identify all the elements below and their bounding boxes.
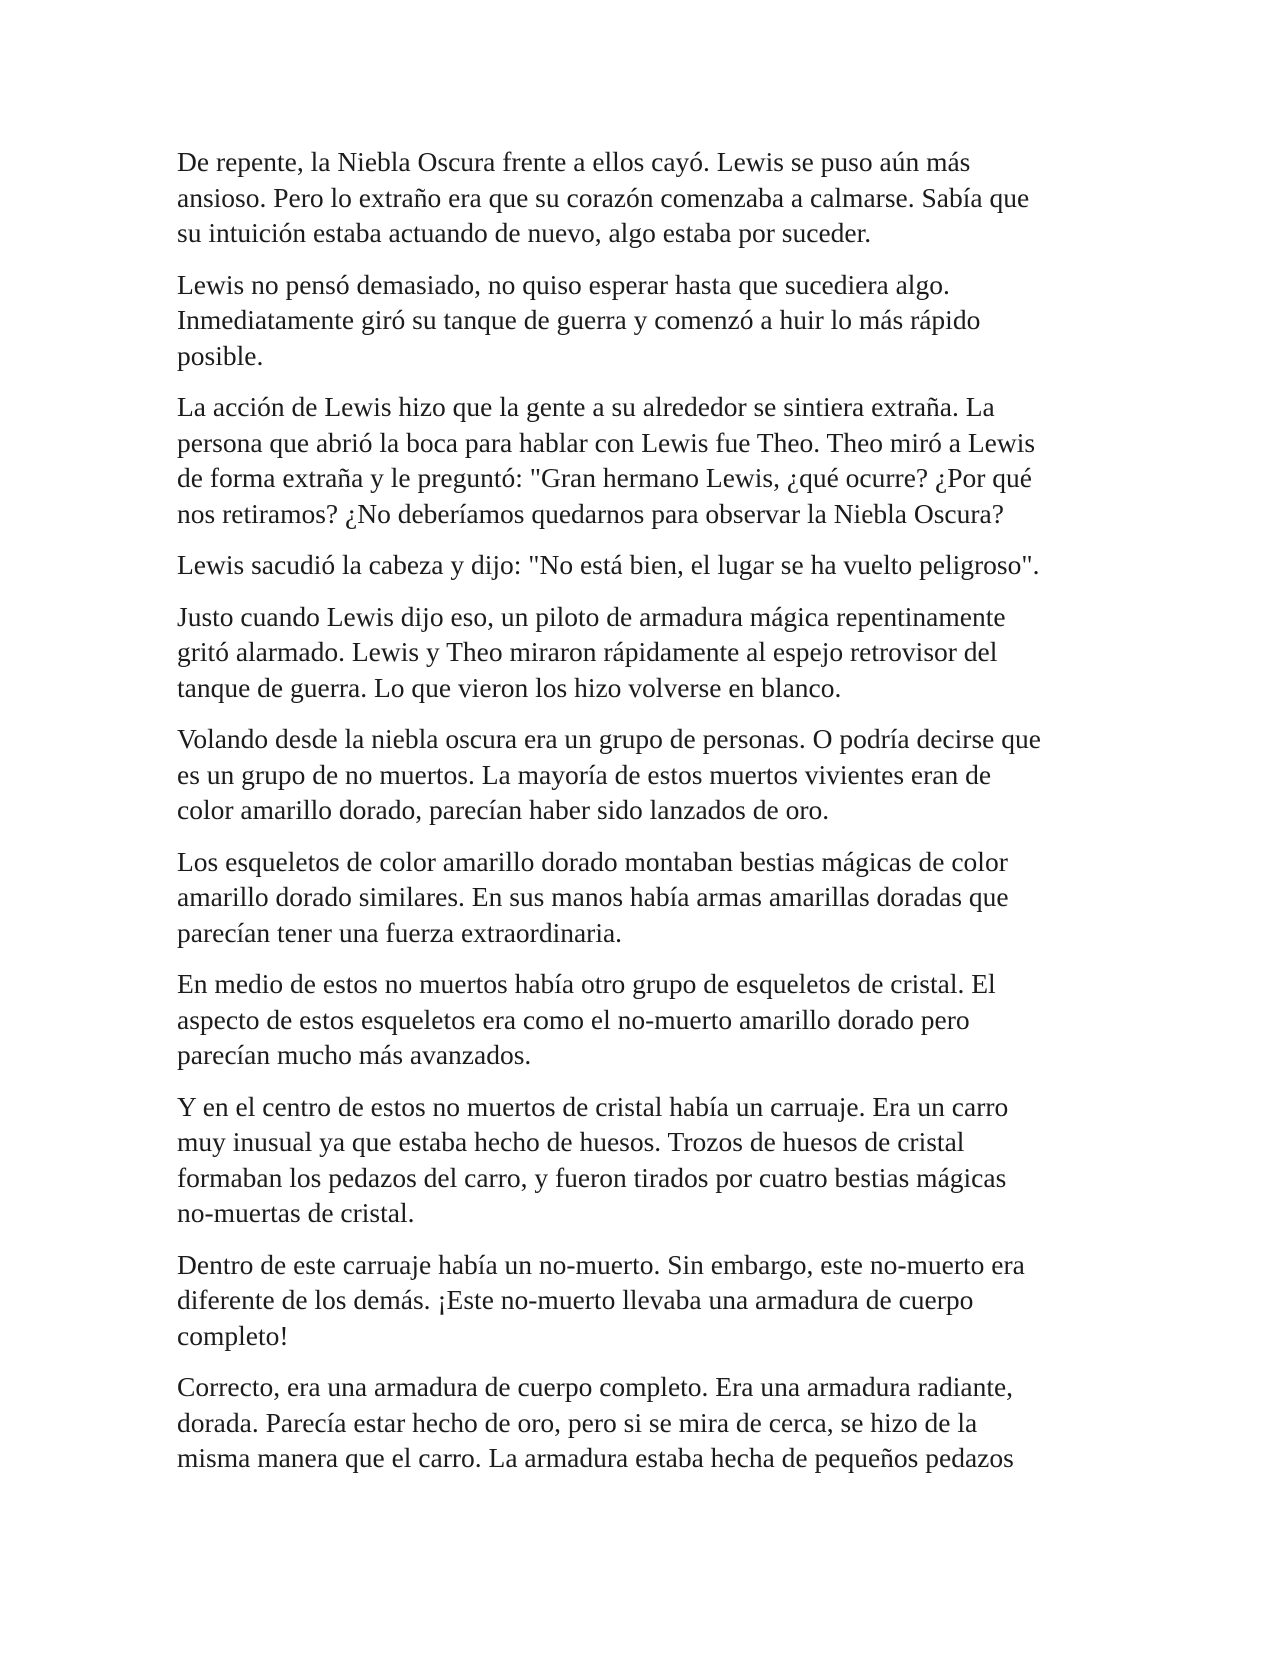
paragraph: Lewis no pensó demasiado, no quiso esperar hasta que sucediera algo. Inmediatamente giró su tanque de guerra y comenzó a huir lo más rápido posible. <box>177 268 981 371</box>
paragraph: La acción de Lewis hizo que la gente a su alrededor se sintiera extraña. La persona que abrió la boca para hablar con Lewis fue Theo. Theo miró a Lewis de forma extraña y le preguntó: "Gran hermano Lewis, ¿qué ocurre? ¿Por qué nos retiramos? ¿No deberíamos quedarnos para observar la Niebla Oscura? <box>177 391 1036 529</box>
paragraph: Lewis sacudió la cabeza y dijo: "No está bien, el lugar se ha vuelto peligroso". <box>177 549 1040 580</box>
paragraph: Dentro de este carruaje había un no-muerto. Sin embargo, este no-muerto era diferente de los demás. ¡Este no-muerto llevaba una armadura de cuerpo completo! <box>177 1248 1025 1351</box>
document-body <box>177 144 1107 1492</box>
paragraph: En medio de estos no muertos había otro grupo de esqueletos de cristal. El aspecto de estos esqueletos era como el no-muerto amarillo dorado pero parecían mucho más avanzados. <box>177 968 996 1070</box>
paragraph: Volando desde la niebla oscura era un grupo de personas. O podría decirse que es un grupo de no muertos. La mayoría de estos muertos vivientes eran de color amarillo dorado, parecían haber sido lanzados de oro. <box>177 723 1041 825</box>
paragraph: Justo cuando Lewis dijo eso, un piloto de armadura mágica repentinamente gritó alarmado. Lewis y Theo miraron rápidamente al espejo retrovisor del tanque de guerra. Lo que vieron los hizo volverse en blanco. <box>177 600 1006 703</box>
paragraph: Correcto, era una armadura de cuerpo completo. Era una armadura radiante, dorada. Parecía estar hecho de oro, pero si se mira de cerca, se hizo de la misma manera que el carro. La armadura estaba hecha de pequeños pedazos <box>177 1371 1014 1473</box>
paragraph: De repente, la Niebla Oscura frente a ellos cayó. Lewis se puso aún más ansioso. Pero lo extraño era que su corazón comenzaba a calmarse. Sabía que su intuición estaba actuando de nuevo, algo estaba por suceder. <box>177 146 1030 248</box>
paragraph: Los esqueletos de color amarillo dorado montaban bestias mágicas de color amarillo dorado similares. En sus manos había armas amarillas doradas que parecían tener una fuerza extraordinaria. <box>177 845 1009 948</box>
paragraph: Y en el centro de estos no muertos de cristal había un carruaje. Era un carro muy inusual ya que estaba hecho de huesos. Trozos de huesos de cristal formaban los pedazos del carro, y fueron tirados por cuatro bestias mágicas no-muertas de cristal. <box>177 1090 1009 1228</box>
